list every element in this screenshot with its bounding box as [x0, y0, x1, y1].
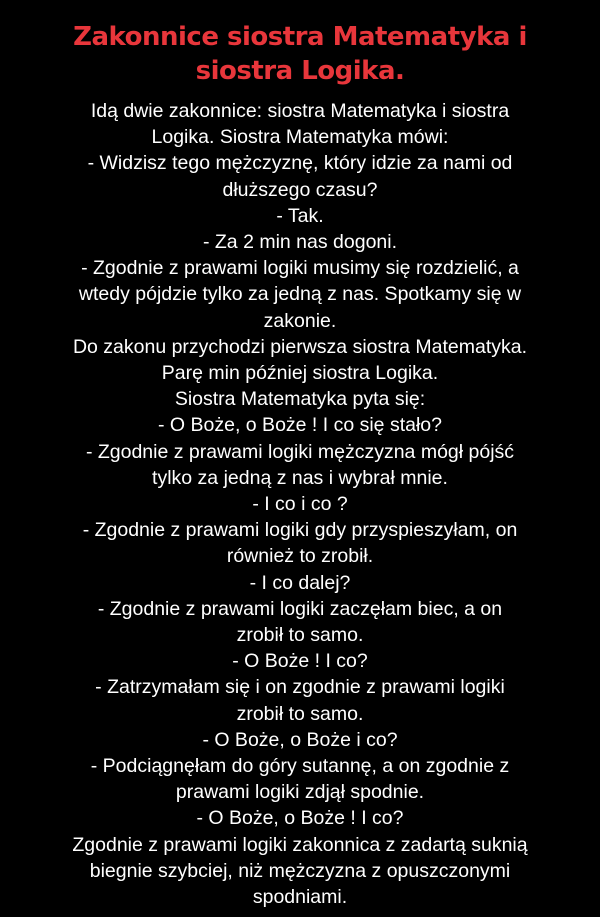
text-line: Zgodnie z prawami logiki zakonnica z zadartą suknią — [72, 833, 528, 856]
joke-title — [20, 20, 580, 88]
text-line: zakonie. — [263, 309, 337, 332]
text-line: prawami logiki zdjął spodnie. — [175, 781, 425, 804]
text-line: - Zgodnie z prawami logiki zaczęłam biec, a on — [97, 597, 503, 620]
text-line: - I co i co ? — [252, 493, 348, 516]
text-line: dłuższego czasu? — [222, 178, 378, 201]
text-line: spodniami. — [252, 886, 348, 909]
text-line: - Zgodnie z prawami logiki musimy się rozdzielić, a — [81, 257, 519, 280]
text-line: - Za 2 min nas dogoni. — [202, 231, 398, 254]
text-line: wtedy pójdzie tylko za jedną z nas. Spotkamy się w — [78, 283, 522, 306]
text-line: Idą dwie zakonnice: siostra Matematyka i siostra — [90, 100, 510, 122]
text-line: Siostra Matematyka pyta się: — [174, 388, 426, 411]
text-line: tylko za jedną z nas i wybrał mnie. — [152, 466, 448, 489]
text-line: Do zakonu przychodzi pierwsza siostra Matematyka. — [72, 335, 528, 358]
text-line: - Zgodnie z prawami logiki gdy przyspieszyłam, on — [82, 519, 518, 542]
text-line: zrobił to samo. — [236, 624, 364, 647]
text-line: - O Boże, o Boże ! I co? — [196, 807, 404, 830]
text-line: biegnie szybciej, niż mężczyzna z opuszczonymi — [89, 859, 511, 882]
title-line: Zakonnice siostra Matematyka i — [73, 22, 527, 52]
text-line: - O Boże, o Boże ! I co się stało? — [158, 414, 442, 437]
text-line: Logika. Siostra Matematyka mówi: — [151, 126, 449, 149]
text-line: - Tak. — [276, 204, 324, 227]
text-line: - I co dalej? — [249, 571, 351, 594]
text-line: Parę min później siostra Logika. — [161, 362, 439, 385]
joke-text — [20, 98, 580, 910]
text-line: - Zgodnie z prawami logiki mężczyzna mógł pójść — [85, 440, 515, 463]
text-line: - Widzisz tego mężczyznę, który idzie za nami od — [87, 152, 513, 175]
text-line: zrobił to samo. — [236, 702, 364, 725]
title-line: siostra Logika. — [195, 56, 405, 86]
text-line: - O Boże, o Boże i co? — [202, 728, 398, 751]
text-line: - Zatrzymałam się i on zgodnie z prawami logiki — [95, 676, 505, 699]
text-line: również to zrobił. — [226, 545, 374, 568]
text-line: - O Boże ! I co? — [232, 650, 368, 673]
text-line: - Podciągnęłam do góry sutannę, a on zgodnie z — [90, 755, 510, 778]
